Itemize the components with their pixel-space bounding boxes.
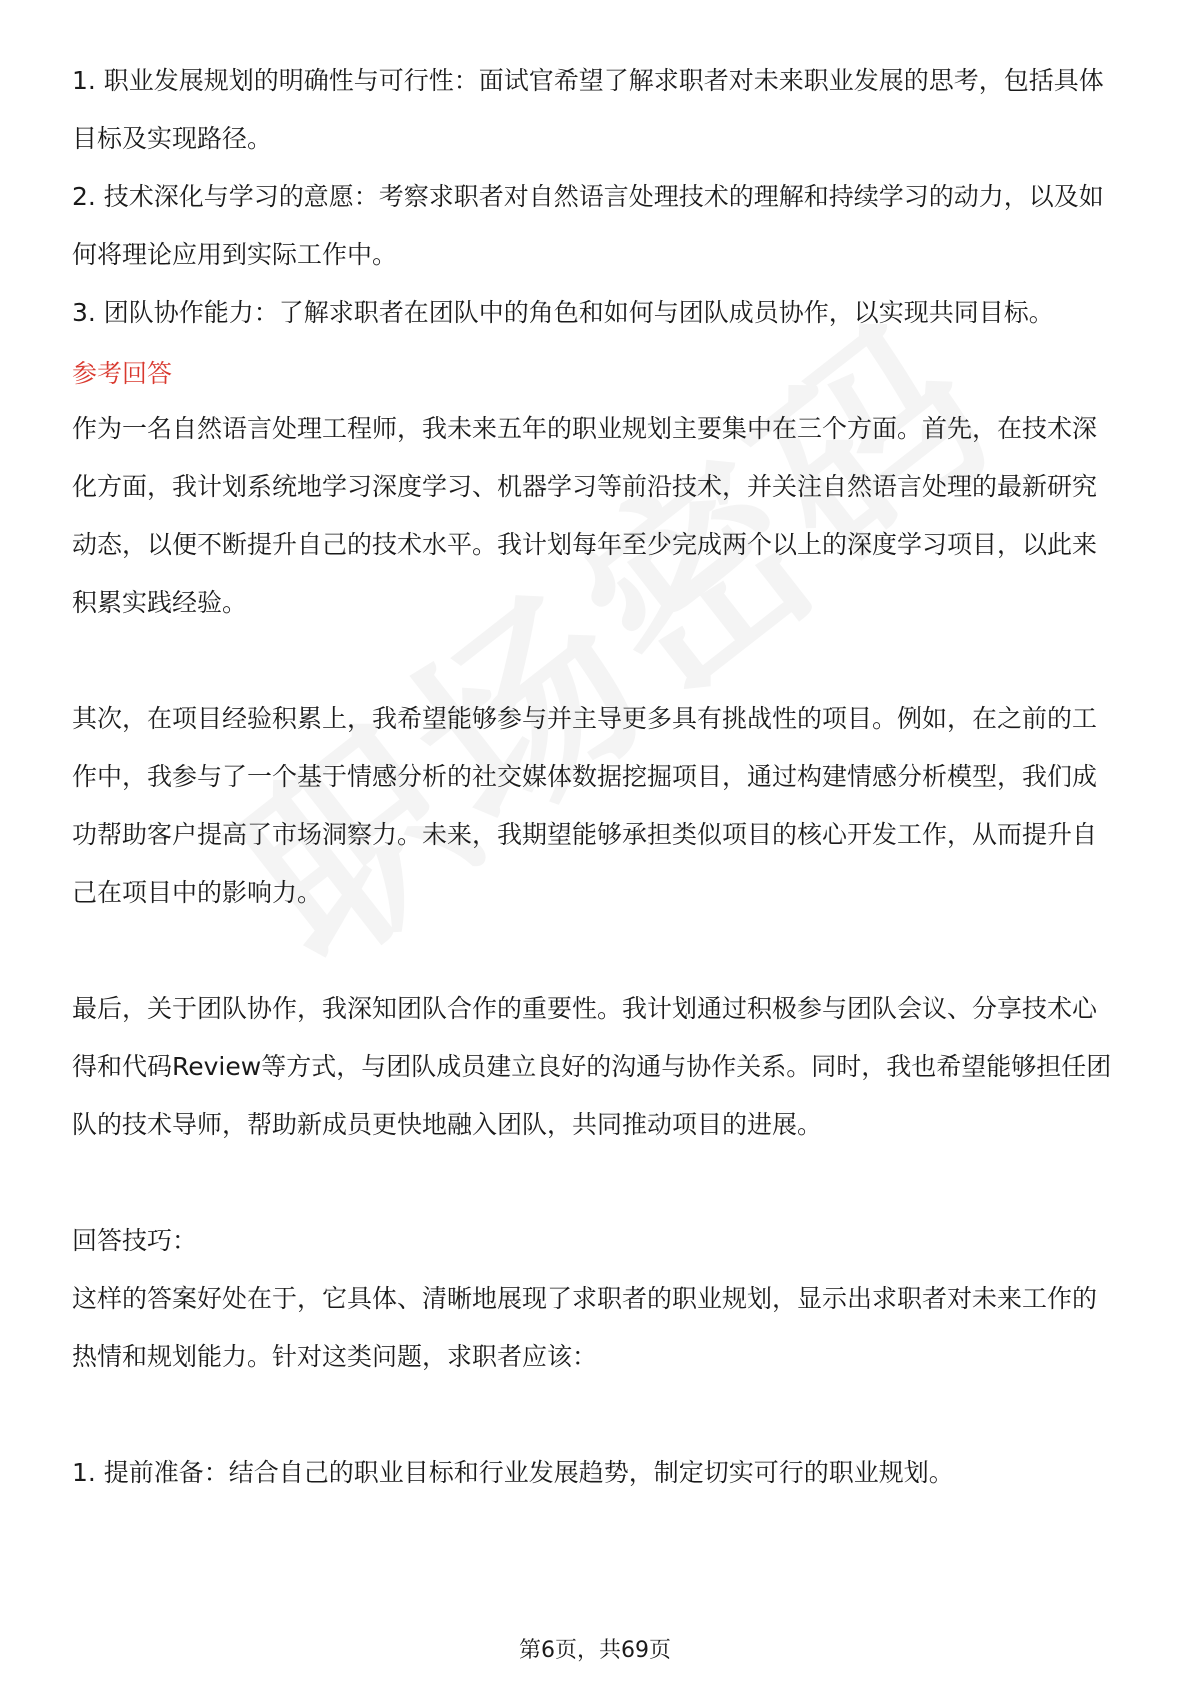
point-3: 3. 团队协作能力：了解求职者在团队中的角色和如何与团队成员协作，以实现共同目标。 (72, 298, 1054, 327)
answer-heading: 参考回答 (72, 359, 173, 388)
paragraph-gap (72, 1386, 1118, 1444)
paragraph-gap (72, 922, 1118, 980)
paragraph-gap (72, 1154, 1118, 1212)
paragraph-gap (72, 632, 1118, 690)
document-body (72, 52, 1118, 1502)
point-2: 2. 技术深化与学习的意愿：考察求职者对自然语言处理技术的理解和持续学习的动力，以及如何将理论应用到实际工作中。 (72, 182, 1104, 269)
answer-paragraph-1: 作为一名自然语言处理工程师，我未来五年的职业规划主要集中在三个方面。首先，在技术深化方面，我计划系统地学习深度学习、机器学习等前沿技术，并关注自然语言处理的最新研究动态，以便不断提升自己的技术水平。我计划每年至少完成两个以上的深度学习项目，以此来积累实践经验。 (72, 414, 1098, 617)
tips-heading: 回答技巧： (72, 1226, 198, 1255)
answer-paragraph-3: 最后，关于团队协作，我深知团队合作的重要性。我计划通过积极参与团队会议、分享技术心得和代码Review等方式，与团队成员建立良好的沟通与协作关系。同时，我也希望能够担任团队的技术导师，帮助新成员更快地融入团队，共同推动项目的进展。 (72, 994, 1112, 1139)
tips-point-1: 1. 提前准备：结合自己的职业目标和行业发展趋势，制定切实可行的职业规划。 (72, 1458, 954, 1487)
point-1: 1. 职业发展规划的明确性与可行性：面试官希望了解求职者对未来职业发展的思考，包括具体目标及实现路径。 (72, 66, 1104, 153)
tips-intro: 这样的答案好处在于，它具体、清晰地展现了求职者的职业规划，显示出求职者对未来工作的热情和规划能力。针对这类问题，求职者应该： (72, 1284, 1098, 1371)
page-number: 第6页，共69页 (519, 1638, 671, 1663)
answer-paragraph-2: 其次，在项目经验积累上，我希望能够参与并主导更多具有挑战性的项目。例如，在之前的工作中，我参与了一个基于情感分析的社交媒体数据挖掘项目，通过构建情感分析模型，我们成功帮助客户提高了市场洞察力。未来，我期望能够承担类似项目的核心开发工作，从而提升自己在项目中的影响力。 (72, 704, 1098, 907)
